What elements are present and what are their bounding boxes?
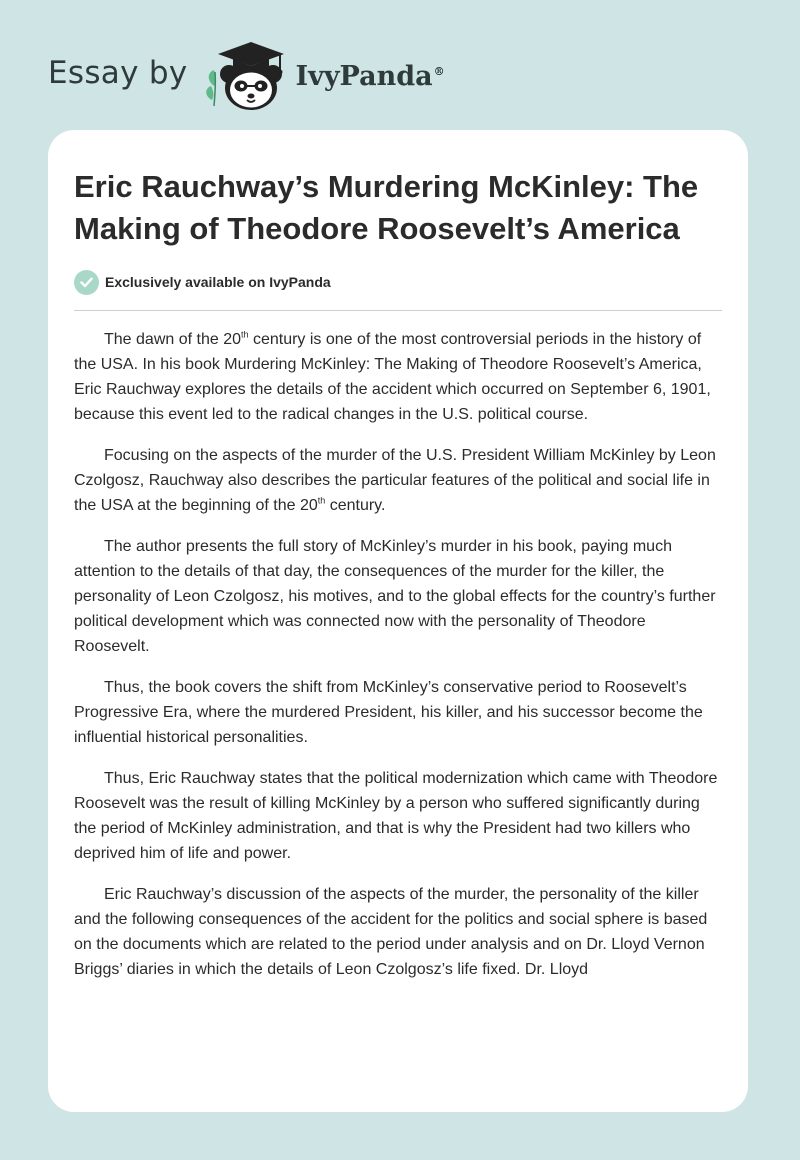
- paragraph: The author presents the full story of McKinley’s murder in his book, paying much attention to the details of that day, the consequences of the murder for the killer, the personality of Leon Czolgosz, his motives, and to the global effects for the country’s further political development which was connected now with the personality of Theodore Roosevelt.: [74, 538, 716, 655]
- brand-name[interactable]: [296, 61, 445, 92]
- essay-title: Eric Rauchway’s Murdering McKinley: The Making of Theodore Roosevelt’s America: [74, 169, 699, 246]
- paragraph-text: century is one of the most controversial periods in the history of the USA. In his book Murdering McKinley: The Making of Theodore Roosevelt’s America, Eric Rauchway explores the details of the accident which occurred on September 6, 1901, because this event led to the radical changes in the U.S. political course.: [74, 331, 711, 423]
- exclusive-notice: [74, 268, 722, 296]
- panda-graduation-cap-icon[interactable]: [202, 34, 292, 114]
- essay-by-label: Essay by: [48, 55, 188, 91]
- check-badge-icon: [74, 270, 99, 295]
- paragraph: [74, 443, 722, 518]
- brand-text: IvyPanda: [295, 60, 433, 92]
- paragraph-text: century.: [325, 497, 386, 514]
- paragraph-text: Focusing on the aspects of the murder of the U.S. President William McKinley by Leon Czolgosz, Rauchway also describes the particular features of the political and social life in the USA at the beginning of the 20: [74, 447, 716, 514]
- divider: [74, 310, 722, 311]
- paragraph: Thus, Eric Rauchway states that the political modernization which came with Theodore Roosevelt was the result of killing McKinley by a person who suffered significantly during the period of McKinley administration, and that is why the President had two killers who deprived him of life and power.: [74, 770, 718, 862]
- registered-mark: ®: [433, 64, 445, 78]
- superscript: th: [317, 495, 326, 506]
- essay-card: [48, 130, 748, 1112]
- superscript: th: [240, 329, 249, 340]
- paragraph: Thus, the book covers the shift from McKinley’s conservative period to Roosevelt’s Progressive Era, where the murdered President, his killer, and his successor become the influential historical personalities.: [74, 679, 703, 746]
- paragraph-text: The dawn of the 20: [104, 331, 241, 348]
- essay-body: [74, 327, 722, 982]
- paragraph: [74, 327, 722, 427]
- paragraph: Eric Rauchway’s discussion of the aspects of the murder, the personality of the killer and the following consequences of the accident for the politics and social sphere is based on the documents which are related to the period under analysis and on Dr. Lloyd Vernon Briggs’ diaries in which the details of Leon Czolgosz’s life fixed. Dr. Lloyd: [74, 886, 708, 978]
- exclusive-label: Exclusively available on IvyPanda: [105, 274, 331, 290]
- site-header: [48, 34, 445, 114]
